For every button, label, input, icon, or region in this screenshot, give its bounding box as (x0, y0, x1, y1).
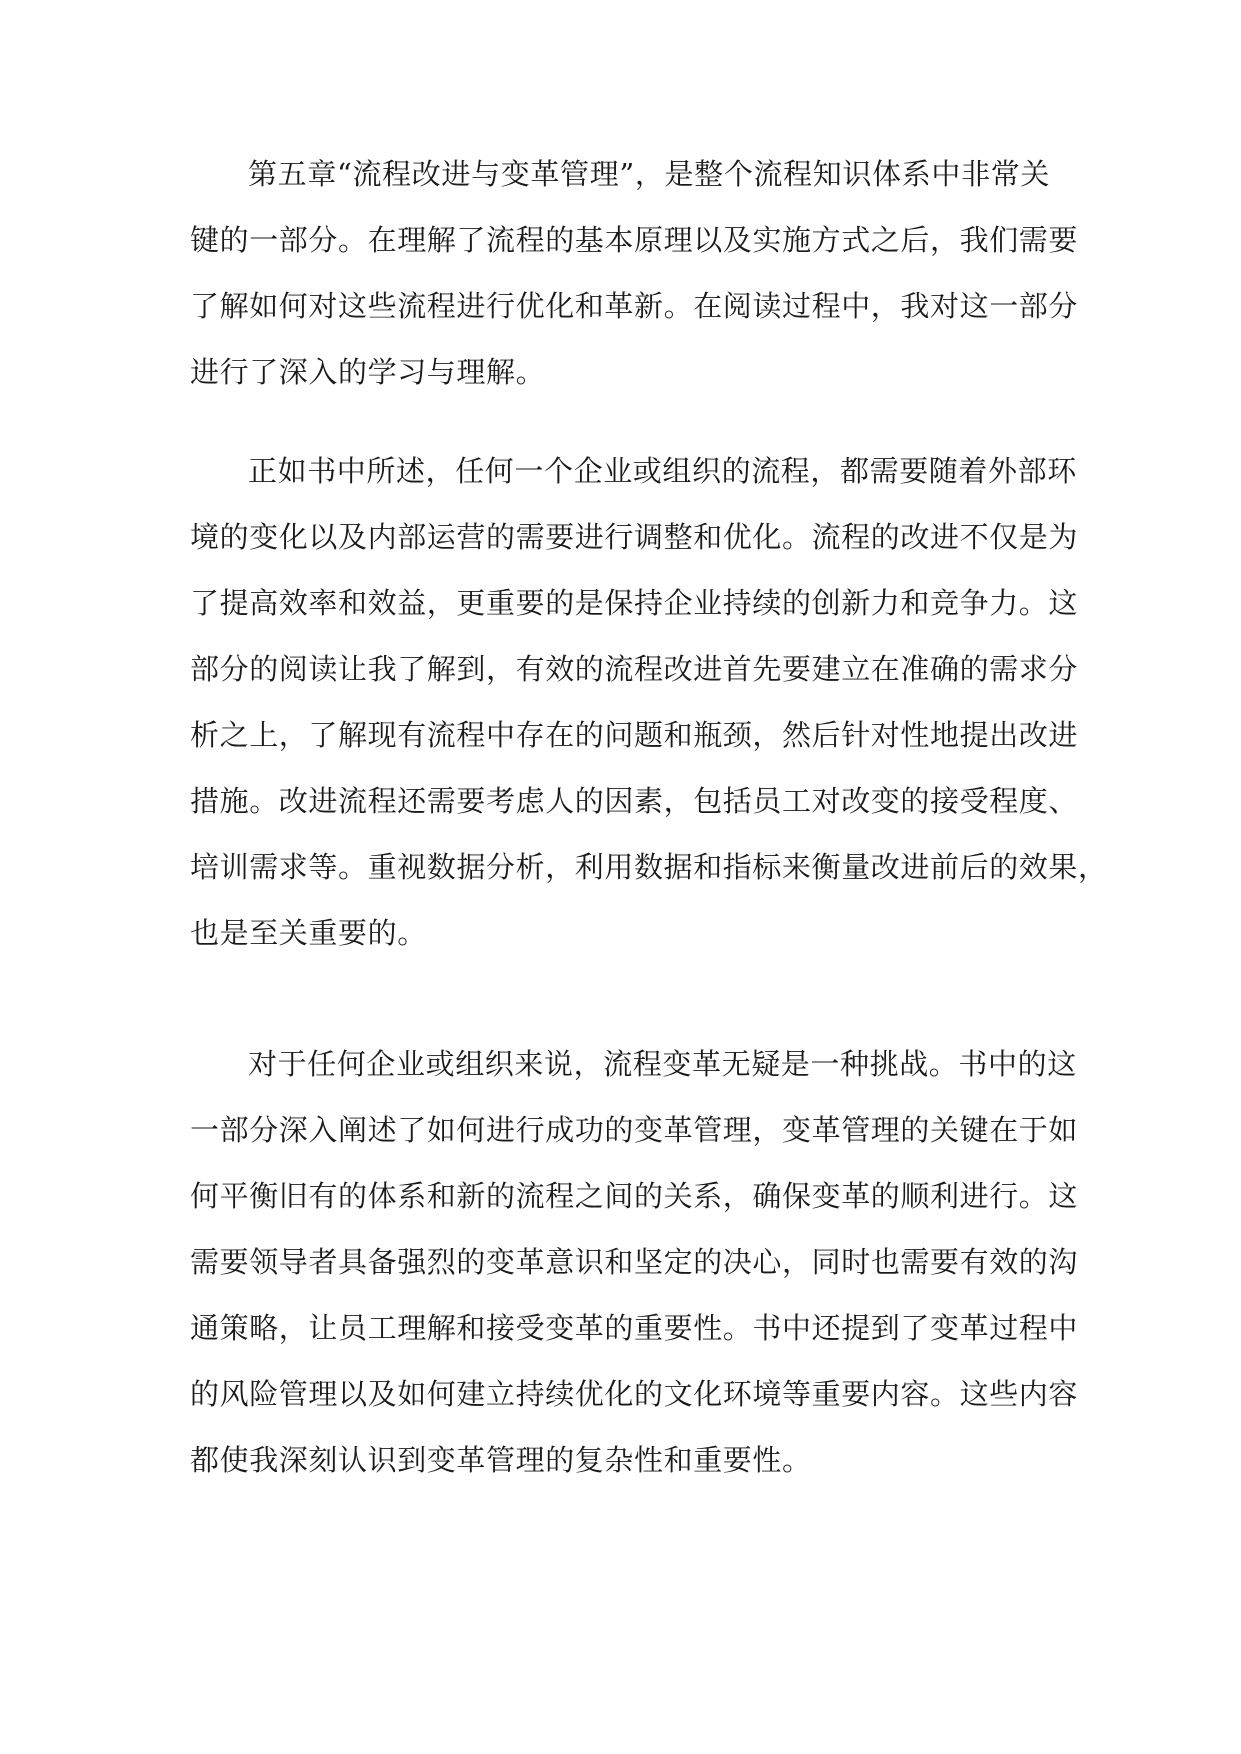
text-line: 部分的阅读让我了解到，有效的流程改进首先要建立在准确的需求分 (190, 652, 1079, 686)
text-line: 第五章“流程改进与变革管理”，是整个流程知识体系中非常关 (248, 157, 1050, 191)
text-line: 都使我深刻认识到变革管理的复杂性和重要性。 (190, 1443, 812, 1477)
text-line: 也是至关重要的。 (190, 916, 427, 950)
text-line: 了解如何对这些流程进行优化和革新。在阅读过程中，我对这一部分 (190, 289, 1079, 323)
text-line: 了提高效率和效益，更重要的是保持企业持续的创新力和竞争力。这 (190, 586, 1079, 620)
text-line: 进行了深入的学习与理解。 (190, 355, 546, 389)
text-line: 对于任何企业或组织来说，流程变革无疑是一种挑战。书中的这 (248, 1047, 1077, 1081)
paragraph-2 (190, 438, 1108, 966)
text-line: 键的一部分。在理解了流程的基本原理以及实施方式之后，我们需要 (190, 223, 1079, 257)
text-line: 一部分深入阐述了如何进行成功的变革管理，变革管理的关键在于如 (190, 1113, 1079, 1147)
paragraph-1 (190, 141, 1079, 405)
text-line: 析之上，了解现有流程中存在的问题和瓶颈，然后针对性地提出改进 (190, 718, 1079, 752)
text-line: 何平衡旧有的体系和新的流程之间的关系，确保变革的顺利进行。这 (190, 1179, 1079, 1213)
text-line: 的风险管理以及如何建立持续优化的文化环境等重要内容。这些内容 (190, 1377, 1079, 1411)
text-line: 境的变化以及内部运营的需要进行调整和优化。流程的改进不仅是为 (190, 520, 1079, 554)
text-line: 通策略，让员工理解和接受变革的重要性。书中还提到了变革过程中 (190, 1311, 1079, 1345)
paragraph-3 (190, 1031, 1079, 1493)
text-line: 措施。改进流程还需要考虑人的因素，包括员工对改变的接受程度、 (190, 784, 1079, 818)
text-line: 培训需求等。重视数据分析，利用数据和指标来衡量改进前后的效果， (190, 850, 1108, 884)
text-line: 正如书中所述，任何一个企业或组织的流程，都需要随着外部环 (248, 454, 1077, 488)
text-line: 需要领导者具备强烈的变革意识和坚定的决心，同时也需要有效的沟 (190, 1245, 1079, 1279)
